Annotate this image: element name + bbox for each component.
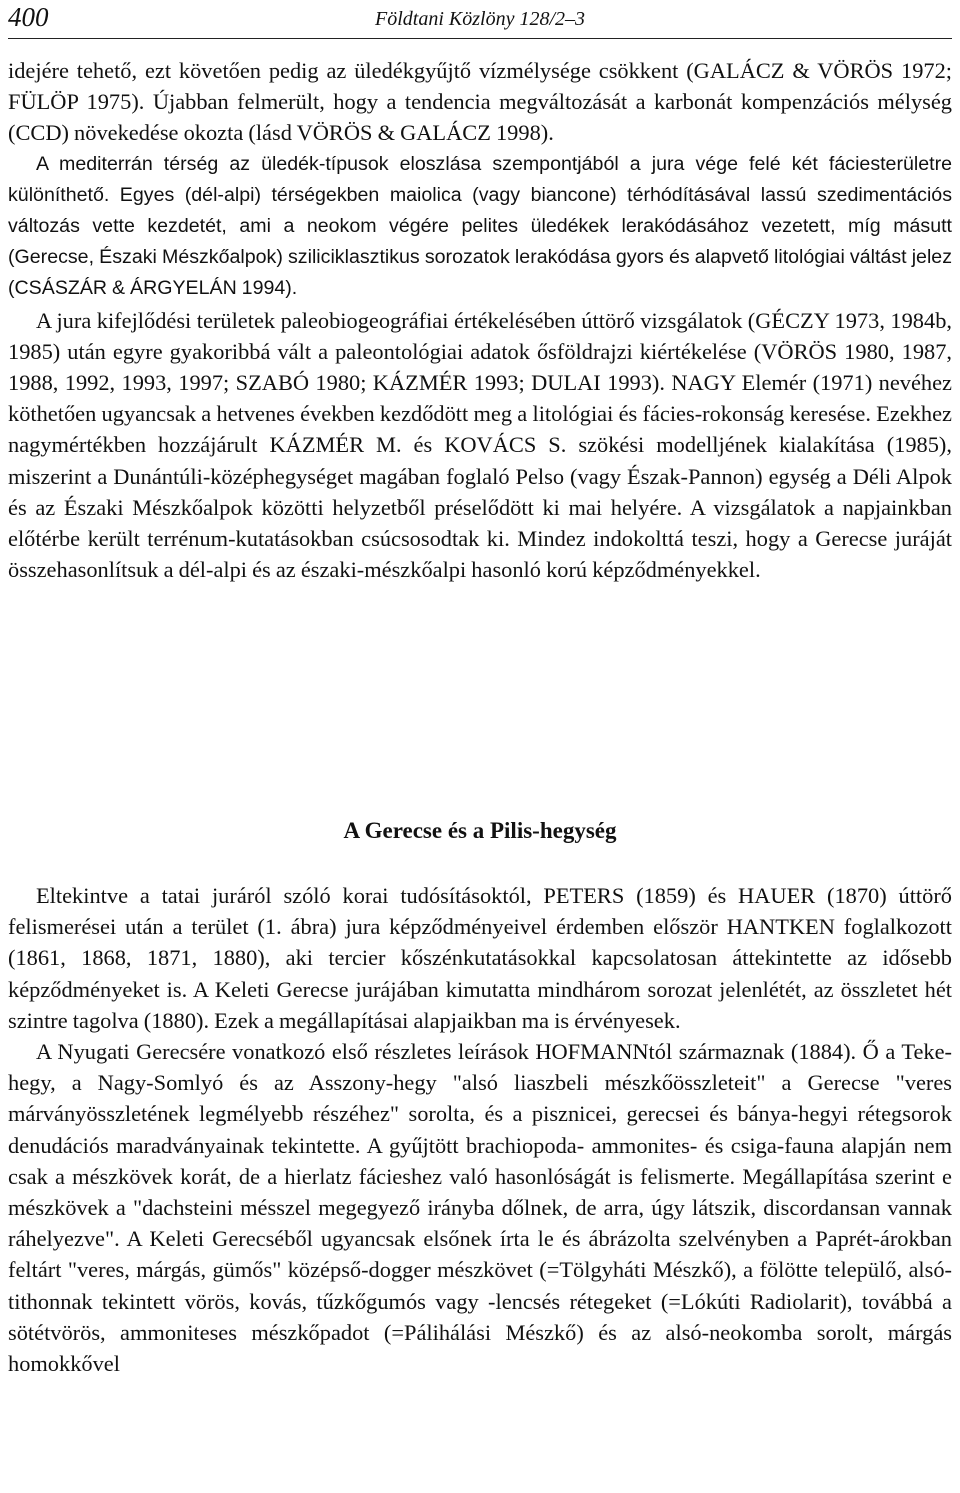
paragraph: A jura kifejlődési területek paleobiogeográfiai értékelésében úttörő vizsgálatok (GÉCZY 1973, 1984b, 1985) után egyre gyakoribbá vált a paleontológiai adatok ősföldrajzi kiértékelése (VÖRÖS 1980, 1987, 1988, 1992, 1993, 1997; SZABÓ 1980; KÁZMÉR 1993; DULAI 1993). NAGY Elemér (1971) nevéhez köthetően ugyancsak a hetvenes években kezdődött meg a litológiai és fácies-rokonság keresése. Ezekhez nagymértékben hozzájárult KÁZMÉR M. és KOVÁCS S. szökési modelljének kialakítása (1985), miszerint a Dunántúli-középhegységet magában foglaló Pelso (vagy Észak-Pannon) egység a Déli Alpok és az Északi Mészkőalpok közötti helyzetből préselődött ki mai helyére. A vizsgálatok a napjainkban előtérbe került terrénum-kutatásokban csúcsosodtak ki. Mindez indokolttá teszi, hogy a Gerecse juráját összehasonlítsuk a dél-alpi és az északi-mészkőalpi hasonló korú képződményekkel.	[8, 307, 952, 583]
intro-text	[8, 55, 952, 585]
running-head	[8, 2, 952, 34]
paragraph: Eltekintve a tatai juráról szóló korai tudósításoktól, PETERS (1859) és HAUER (1870) úttörő felismerései után a terület (1. ábra) jura képződményeivel érdemben először HANTKEN foglalkozott (1861, 1868, 1871, 1880), aki tercier kőszénkutatásokkal kapcsolatosan áttekintette az idősebb képződményeket is. A Keleti Gerecse jurájában kimutatta mindhárom sorozat jelenlétét, az összletet hét szintre tagolva (1880). Ezek a megállapításai alapjaikban ma is érvényesek.	[8, 883, 952, 1033]
header-rule	[8, 38, 952, 39]
section-text	[8, 880, 952, 1379]
paragraph: A Nyugati Gerecsére vonatkozó első részletes leírások HOFMANNtól származnak (1884). Ő a Teke-hegy, a Nagy-Somlyó és az Asszony-hegy "alsó liaszbeli mészkőösszleteit" a Gerecse "veres márványösszletének legmélyebb részéhez" sorolta, és a pisznicei, gerecsei és bánya-hegyi rétegsorok denudációs maradványainak tekintette. A gyűjtött brachiopoda- ammonites- és csiga-fauna alapján nem csak a mészkövek korát, de a hierlatz fácieshez való hasonlóságát is felismerte. Megállapítása szerint e mészkövek a "dachsteini mésszel megegyező irányba dőlnek, de arra, úgy látszik, discordansan vannak ráhelyezve". A Keleti Gerecséből ugyancsak elsőnek írta le és ábrázolta szelvényben a Paprét-árokban feltárt "veres, márgás, gümős" középső-dogger mészkövet (=Tölgyháti Mészkő), a fölötte települő, alsó-tithonnak tekintett vörös, kovás, tűzkőgumós vagy -lencsés rétegeket (=Lókúti Radiolarit), továbbá a sötétvörös, ammoniteses mészkőpadot (=Pálihálási Mészkő) és az alsó-neokomba sorolt, márgás homokkővel	[8, 1039, 952, 1377]
journal-title: Földtani Közlöny 128/2–3	[375, 8, 585, 30]
page-number: 400	[8, 2, 49, 32]
paragraph: A mediterrán térség az üledék-típusok eloszlása szempontjából a jura vége felé két fáciesterületre különíthető. Egyes (dél-alpi) térségekben maiolica (vagy biancone) térhódításával lassú szedimentációs változás vette kezdetét, ami a neokom végére pelites üledékek lerakódásához vezetett, míg másutt (Gerecse, Északi Mészkőalpok) sziliciklasztikus sorozatok lerakódása gyors és alapvető litológiai váltást jelez (CSÁSZÁR & ÁRGYELÁN 1994).	[8, 152, 952, 300]
section-heading: A Gerecse és a Pilis-hegység	[343, 818, 617, 843]
paragraph: idejére tehető, ezt követően pedig az üledékgyűjtő vízmélysége csökkent (GALÁCZ & VÖRÖS 1972; FÜLÖP 1975). Újabban felmerült, hogy a tendencia megváltozását a karbonát kompenzációs mélység (CCD) növekedése okozta (lásd VÖRÖS & GALÁCZ 1998).	[8, 58, 952, 146]
